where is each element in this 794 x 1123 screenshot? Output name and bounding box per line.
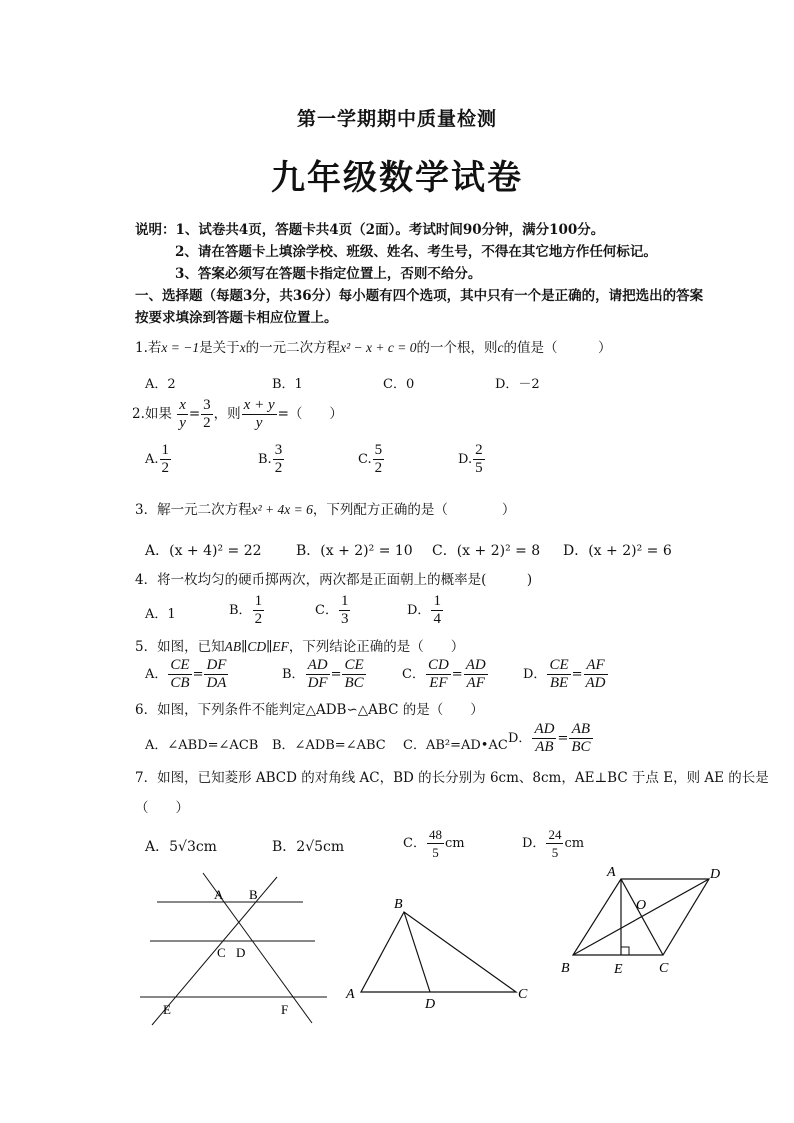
question-7: 7．如图，已知菱形 ABCD 的对角线 AC，BD 的长分别为 6cm、8cm，AE⊥BC 于点 E，则 AE 的长是 [135,770,769,786]
exam-title: 九年级数学试卷 [271,158,523,198]
fig3-label-e: E [614,962,623,977]
q2-prefix: 2.如果 [132,406,172,422]
q2-option-a: A. $\frac{1}{2}$ [145,442,170,476]
q5-option-d: D． $\frac{CE}{BE}$ = $\frac{AF}{AD}$ [523,657,606,691]
q2-frac-3-over-2: $\frac{3}{2}$ [203,397,211,431]
q5-option-b: B． $\frac{AD}{DF}$ = $\frac{CE}{BC}$ [282,657,364,691]
figure-triangle [340,890,540,1020]
section-heading-line-2: 按要求填涂到答题卡相应位置上。 [135,310,338,326]
fig1-label-f: F [281,1002,289,1017]
q1-var: x [239,340,246,355]
fig2-label-a: A [346,987,355,1002]
instruction-line-2: 2、请在答题卡上填涂学校、班级、姓名、考生号，不得在其它地方作任何标记。 [175,244,657,260]
q3-option-d: D．(x + 2)² = 6 [563,543,672,559]
q2-option-d: D. $\frac{2}{5}$ [458,442,483,476]
q6-option-b: B．∠ADB=∠ABC [272,738,386,753]
fig3-label-d: D [710,867,721,882]
q2-equals: = [188,406,201,422]
q2-mid: ，则 [213,406,241,422]
q1-equation: x² − x + c = 0 [340,340,417,355]
q1-var2: c [497,340,504,355]
q1-option-c: C．0 [383,377,415,392]
q7-option-a: A．5√3cm [145,839,217,855]
fig1-label-e: E [163,1002,171,1017]
triangle-abc [361,912,516,992]
exam-subtitle: 第一学期期中质量检测 [296,108,497,130]
figure-parallel-lines [135,865,335,1030]
q3-equation: x² + 4x = 6 [251,502,313,517]
q3-option-a: A．(x + 4)² = 22 [145,543,262,559]
q1-option-a: A．2 [145,377,176,392]
instruction-line-3: 3、答案必须写在答题卡指定位置上，否则不给分。 [175,266,482,282]
fig3-label-a: A [607,865,616,880]
q6-option-c: C．AB²=AD•AC [403,738,508,753]
q5-suffix: ，下列结论正确的是（ ） [288,639,465,655]
q4-option-d: D． $\frac{1}{4}$ [407,593,441,627]
fig3-label-o: O [636,898,647,913]
q2-frac-x-over-y: $\frac{x}{y}$ [179,397,186,431]
q4-option-c: C． $\frac{1}{3}$ [315,593,349,627]
q3-option-b: B．(x + 2)² = 10 [296,543,413,559]
q1-mid3: 的一个根，则 [416,340,498,356]
figure-rhombus [555,858,735,983]
question-4: 4．将一枚均匀的硬币掷两次，两次都是正面朝上的概率是( ) [135,572,533,588]
fig2-label-b: B [394,897,403,912]
section-heading-line-1: 一、选择题（每题3分，共36分）每小题有四个选项，其中只有一个是正确的，请把选出的答案 [135,288,704,304]
q7-option-d: D． $\frac{24}{5}$ cm [522,827,585,860]
q1-suffix: 的值是（ ） [503,340,612,356]
q3-suffix: ，下列配方正确的是（ ） [312,502,516,518]
q1-option-d: D．－2 [495,377,540,392]
q7-option-b: B．2√5cm [272,839,345,855]
question-6: 6．如图，下列条件不能判定△ADB∽△ABC 的是（ ） [135,702,484,718]
q4-option-a: A．1 [145,607,176,622]
q2-option-b: B. $\frac{3}{2}$ [258,442,283,476]
q5-option-c: C． $\frac{CD}{EF}$ = $\frac{AD}{AF}$ [402,657,486,691]
q7-answer-paren: （ ） [135,800,189,816]
question-3 [135,501,515,519]
fig1-label-d: D [236,945,246,960]
q2-frac-xy-over-y: $\frac{x + y}{y}$ [243,397,275,431]
right-angle-mark [621,947,629,955]
q5-condition: AB∥CD∥EF [224,639,289,654]
fig3-label-c: C [659,961,669,976]
q1-prefix: 1.若 [135,340,162,356]
q1-mid: 是关于 [199,340,240,356]
q3-prefix: 3．解一元二次方程 [135,502,252,518]
fig1-label-b: B [249,887,258,902]
instruction-line-1: 说明：1、试卷共4页，答题卡共4页（2面）。考试时间90分钟，满分100分。 [135,222,605,238]
fig1-label-c: C [217,945,226,960]
q3-option-c: C．(x + 2)² = 8 [432,543,541,559]
q4-option-b: B． $\frac{1}{2}$ [229,593,263,627]
fig1-label-a: A [214,887,224,902]
q6-option-d: D． $\frac{AD}{AB}$ = $\frac{AB}{BC}$ [508,721,591,755]
fig2-label-c: C [518,987,528,1002]
q1-mid2: 的一元二次方程 [245,340,341,356]
q2-suffix: =（ ） [277,406,343,422]
q1-root: x = −1 [161,340,200,355]
q5-option-a: A． $\frac{CE}{CB}$ = $\frac{DF}{DA}$ [145,657,227,691]
question-1 [135,339,611,357]
fig3-label-b: B [561,961,570,976]
fig2-label-d: D [425,997,436,1012]
q6-option-a: A．∠ABD=∠ACB [145,738,259,753]
segment-bd [404,912,430,992]
q5-prefix: 5．如图，已知 [135,639,225,655]
question-5 [135,638,464,656]
question-2 [132,394,343,434]
q7-option-c: C． $\frac{48}{5}$ cm [403,827,465,860]
diagonal-bd [573,879,709,955]
q1-option-b: B．1 [272,377,303,392]
q2-option-c: C. $\frac{5}{2}$ [358,442,383,476]
